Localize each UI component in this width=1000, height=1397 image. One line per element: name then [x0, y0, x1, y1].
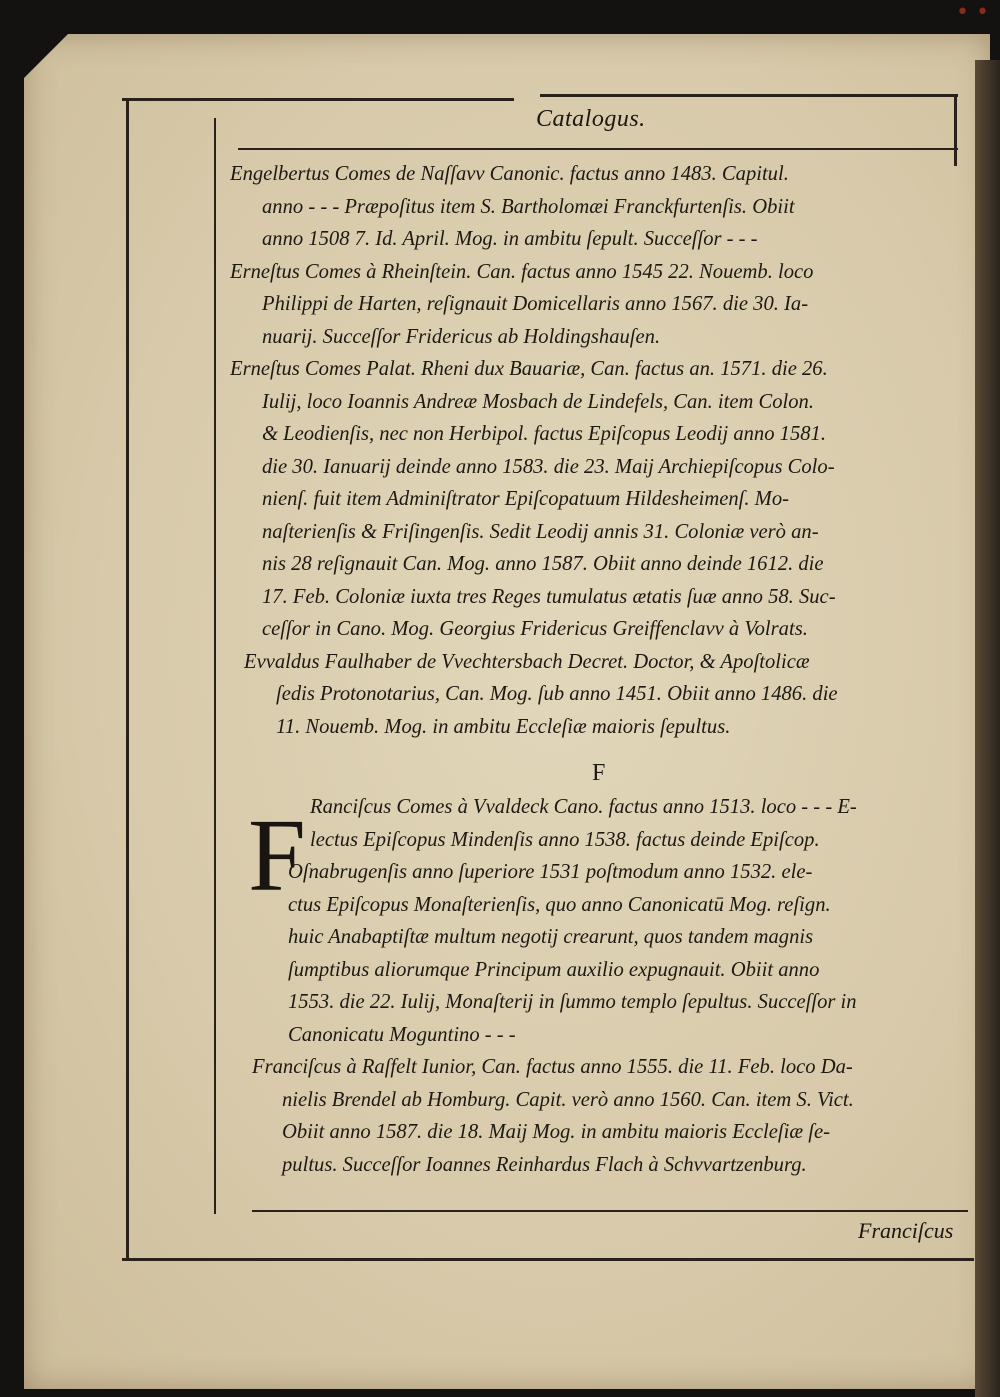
text-line: nielis Brendel ab Homburg. Capit. verò anno 1560. Can. item S. Vict. [282, 1088, 854, 1111]
text-line: 1553. die 22. Iulij, Monaſterij in ſummo templo ſepultus. Succeſſor in [288, 991, 857, 1013]
text-line: Canonicatu Moguntino - - - [288, 1023, 516, 1046]
entry-ernestus-rheinstein [230, 256, 962, 354]
page-corner-marks: • • [956, 0, 989, 25]
text-line: die 30. Ianuarij deinde anno 1583. die 23. Maij Archiepiſcopus Colo- [262, 455, 835, 478]
inner-frame-rule [214, 118, 216, 1214]
text-line: anno 1508 7. Id. April. Mog. in ambitu ſepult. Succeſſor - - - [262, 228, 758, 250]
text-line: pultus. Succeſſor Ioannes Reinhardus Flach à Schvvartzenburg. [282, 1153, 807, 1176]
text-line: Ranciſcus Comes à Vvaldeck Cano. factus anno 1513. loco - - - E- [310, 796, 857, 818]
text-line: Evvaldus Faulhaber de Vvechtersbach Decret. Doctor, & Apoſtolicæ [244, 650, 810, 673]
page-edge [975, 60, 1000, 1397]
text-line: nis 28 reſignauit Can. Mog. anno 1587. Obiit anno deinde 1612. die [262, 553, 824, 575]
text-line: anno - - - Præpoſitus item S. Bartholomæi Franckfurtenſis. Obiit [262, 195, 795, 218]
text-line: ſedis Protonotarius, Can. Mog. ſub anno 1451. Obiit anno 1486. die [276, 683, 838, 705]
entry-franciscus-rasfelt [230, 1051, 962, 1181]
text-line: naſterienſis & Friſingenſis. Sedit Leodij annis 31. Coloniæ verò an- [262, 520, 819, 543]
drop-cap: F [248, 798, 306, 913]
entry-engelbertus [230, 158, 962, 256]
text-line: nienſ. fuit item Adminiſtrator Epiſcopatuum Hildesheimenſ. Mo- [262, 488, 789, 510]
entry-franciscus-waldeck [230, 791, 962, 1051]
text-line: Engelbertus Comes de Naſſavv Canonic. factus anno 1483. Capitul. [230, 163, 789, 185]
catchword: Franciſcus [858, 1218, 954, 1243]
bottom-inner-rule [252, 1210, 968, 1212]
folded-corner [24, 34, 68, 78]
text-line: huic Anabaptiſtæ multum negotij crearunt, quos tandem magnis [288, 926, 814, 948]
text-line: Oſnabrugenſis anno ſuperiore 1531 poſtmodum anno 1532. ele- [288, 861, 813, 883]
entry-evvaldus [230, 646, 962, 744]
text-line: & Leodienſis, nec non Herbipol. factus Epiſcopus Leodij anno 1581. [262, 423, 826, 445]
header-rule [238, 148, 958, 150]
text-line: 11. Nouemb. Mog. in ambitu Eccleſiæ maioris ſepultus. [276, 715, 731, 738]
section-heading-letter: F [592, 760, 606, 786]
text-line: nuarij. Succeſſor Fridericus ab Holdingshauſen. [262, 325, 661, 348]
text-line: Erneſtus Comes Palat. Rheni dux Bauariæ, Can. factus an. 1571. die 26. [230, 358, 828, 380]
left-frame-rule [126, 98, 129, 1260]
text-line: ſumptibus aliorumque Principum auxilio expugnauit. Obiit anno [288, 958, 820, 981]
text-line: Franciſcus à Raſfelt Iunior, Can. factus anno 1555. die 11. Feb. loco Da- [252, 1056, 853, 1078]
top-rule-left [122, 98, 514, 101]
bottom-outer-rule [122, 1258, 974, 1261]
text-line: 17. Feb. Coloniæ iuxta tres Reges tumulatus ætatis ſuæ anno 58. Suc- [262, 585, 836, 608]
entry-ernestus-palat [230, 353, 962, 646]
text-line: Erneſtus Comes à Rheinſtein. Can. factus anno 1545 22. Nouemb. loco [230, 260, 814, 283]
right-frame-rule [954, 96, 957, 166]
text-line: Iulij, loco Ioannis Andreæ Mosbach de Lindefels, Can. item Colon. [262, 390, 814, 413]
top-rule-right [540, 94, 958, 97]
text-line: Obiit anno 1587. die 18. Maij Mog. in ambitu maioris Eccleſiæ ſe- [282, 1121, 830, 1143]
text-line: Philippi de Harten, reſignauit Domicellaris anno 1567. die 30. Ia- [262, 293, 809, 315]
text-line: ctus Epiſcopus Monaſterienſis, quo anno Canonicatū Mog. reſign. [288, 893, 831, 916]
text-line: lectus Epiſcopus Mindenſis anno 1538. factus deinde Epiſcop. [310, 828, 820, 851]
text-line: ceſſor in Cano. Mog. Georgius Fridericus Greiffenclavv à Volrats. [262, 618, 808, 640]
running-head: Catalogus. [536, 106, 646, 132]
entries-block [230, 158, 962, 1181]
